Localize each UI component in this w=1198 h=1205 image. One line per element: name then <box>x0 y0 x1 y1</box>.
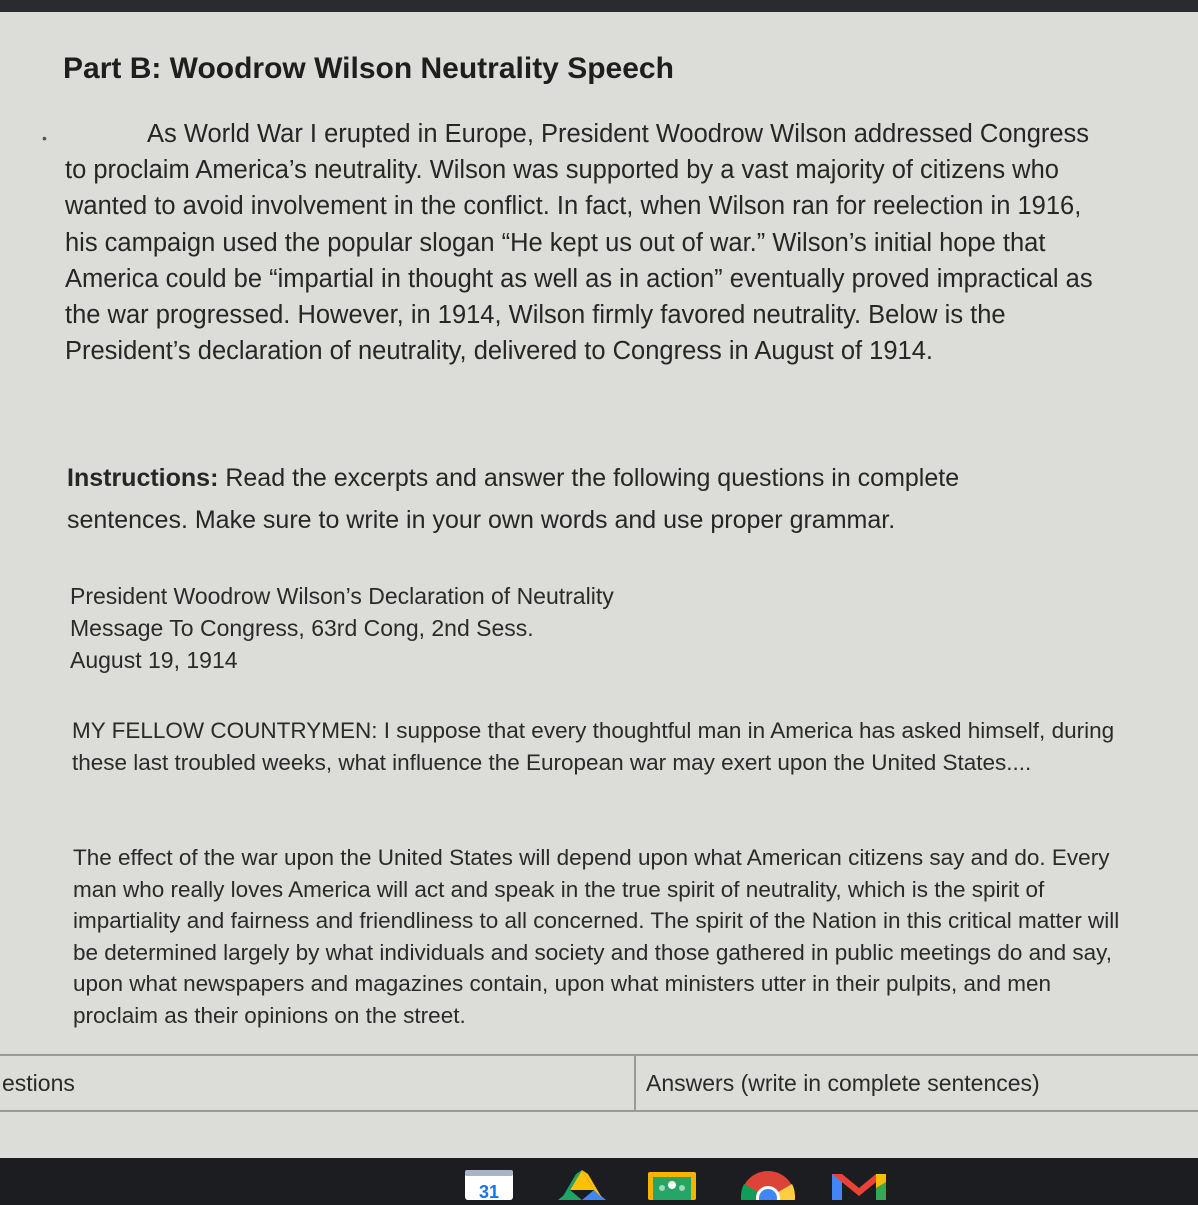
document-heading: Part B: Woodrow Wilson Neutrality Speech <box>63 52 674 85</box>
chrome-icon <box>740 1168 796 1200</box>
gmail-app-button[interactable] <box>830 1168 880 1200</box>
source-citation <box>70 580 614 676</box>
classroom-app-button[interactable] <box>648 1168 698 1200</box>
calendar-icon <box>465 1168 513 1200</box>
drive-icon <box>554 1168 610 1200</box>
instructions-text: Read the excerpts and answer the following questions in complete sentences. Make sure to write in your own words and use proper grammar. <box>67 464 960 534</box>
text-cursor-icon: • <box>42 130 47 146</box>
taskbar <box>0 1158 1198 1200</box>
calendar-app-button[interactable] <box>465 1168 515 1200</box>
source-reference: Message To Congress, 63rd Cong, 2nd Sess. <box>70 615 534 641</box>
classroom-icon <box>648 1168 696 1200</box>
speech-excerpt-2: The effect of the war upon the United States will depend upon what American citizens say and do. Every man who really loves America will act and speak in the true spirit of neutrality, which is the spirit of impartiality and fairness and friendliness to all concerned. The spirit of the Nation in this critical matter will be determined largely by what individuals and society and those gathered in public meetings do and say, upon what newspapers and magazines contain, upon what ministers utter in their pulpits, and men proclaim as their opinions on the street. <box>73 845 1120 1028</box>
intro-paragraph: As World War I erupted in Europe, President Woodrow Wilson addressed Congress to proclaim America’s neutrality. Wilson was supported by a vast majority of citizens who wanted to avoid involvement in the conflict. In fact, when Wilson ran for reelection in 1916, his campaign used the popular slogan “He kept us out of war.” Wilson’s initial hope that America could be “impartial in thought as well as in action” eventually proved impractical as the war progressed. However, in 1914, Wilson firmly favored neutrality. Below is the President’s declaration of neutrality, delivered to Congress in August of 1914. <box>65 120 1093 366</box>
answers-column-header[interactable] <box>636 1056 1198 1110</box>
questions-table-header <box>0 1054 1198 1112</box>
source-date: August 19, 1914 <box>70 647 238 673</box>
chrome-app-button[interactable] <box>740 1168 790 1200</box>
instructions-paragraph <box>67 457 1067 541</box>
calendar-day-number: 31 <box>478 1182 500 1200</box>
source-title: President Woodrow Wilson’s Declaration of Neutrality <box>70 583 614 609</box>
gmail-icon <box>830 1168 888 1200</box>
instructions-label: Instructions: <box>67 464 219 492</box>
questions-column-header[interactable] <box>0 1056 636 1110</box>
questions-column-label: estions <box>2 1070 75 1096</box>
window-top-edge <box>0 0 1198 12</box>
drive-app-button[interactable] <box>554 1168 604 1200</box>
document-page <box>0 12 1198 1158</box>
answers-column-label: Answers (write in complete sentences) <box>646 1070 1040 1096</box>
speech-excerpt-1: MY FELLOW COUNTRYMEN: I suppose that every thoughtful man in America has asked himself, during these last troubled weeks, what influence the European war may exert upon the United States.... <box>72 718 1115 775</box>
